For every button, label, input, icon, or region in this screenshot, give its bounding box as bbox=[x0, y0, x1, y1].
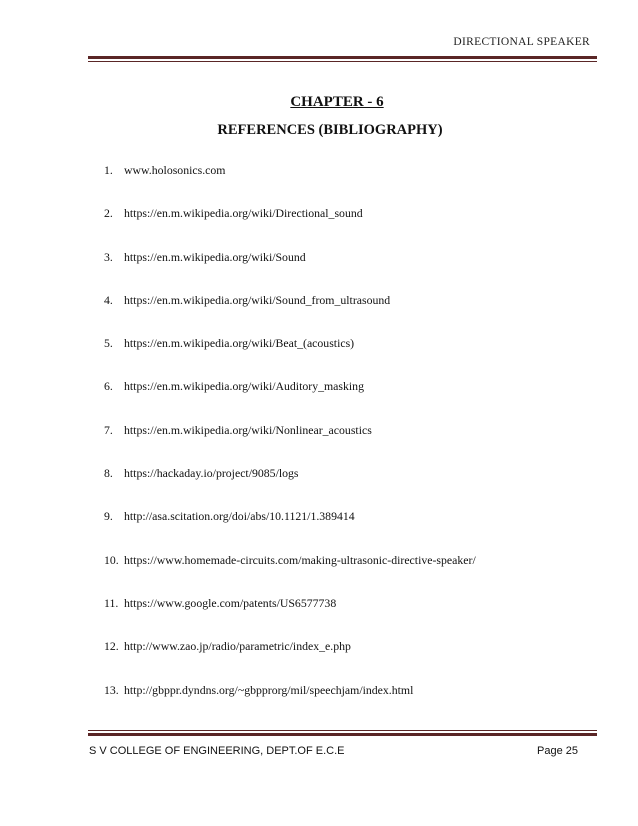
reference-item bbox=[104, 203, 476, 246]
reference-number: 11. bbox=[104, 595, 119, 610]
reference-item bbox=[104, 333, 476, 376]
footer-rule-thick bbox=[88, 733, 597, 736]
reference-link[interactable]: https://en.m.wikipedia.org/wiki/Directional_sound bbox=[124, 206, 363, 221]
chapter-heading bbox=[0, 94, 638, 111]
reference-number: 12. bbox=[104, 639, 119, 654]
reference-item bbox=[104, 463, 476, 506]
reference-link[interactable]: http://www.zao.jp/radio/parametric/index_e.php bbox=[124, 639, 351, 654]
section-title-text: REFERENCES (BIBLIOGRAPHY) bbox=[217, 122, 443, 138]
reference-item bbox=[104, 593, 476, 636]
section-title bbox=[0, 122, 638, 139]
reference-item bbox=[104, 290, 476, 333]
reference-number: 1. bbox=[104, 163, 113, 177]
reference-number: 13. bbox=[104, 682, 119, 697]
footer-rule-thin bbox=[88, 730, 597, 731]
reference-number: 5. bbox=[104, 336, 113, 351]
header-rule-thick bbox=[88, 56, 597, 59]
reference-link[interactable]: https://www.homemade-circuits.com/making-ultrasonic-directive-speaker/ bbox=[124, 552, 476, 567]
footer-institution: S V COLLEGE OF ENGINEERING, DEPT.OF E.C.E bbox=[89, 745, 345, 757]
reference-link[interactable]: https://en.m.wikipedia.org/wiki/Auditory_masking bbox=[124, 379, 364, 394]
reference-link[interactable]: https://hackaday.io/project/9085/logs bbox=[124, 466, 299, 481]
reference-item bbox=[104, 680, 476, 723]
reference-item bbox=[104, 420, 476, 463]
reference-item bbox=[104, 160, 476, 203]
reference-item bbox=[104, 550, 476, 593]
reference-link[interactable]: http://gbppr.dyndns.org/~gbpprorg/mil/speechjam/index.html bbox=[124, 682, 414, 697]
reference-link[interactable]: https://en.m.wikipedia.org/wiki/Nonlinear_acoustics bbox=[124, 422, 372, 437]
reference-link[interactable]: https://www.google.com/patents/US6577738 bbox=[124, 595, 337, 610]
reference-item bbox=[104, 506, 476, 549]
chapter-heading-text: CHAPTER - 6 bbox=[290, 94, 384, 110]
reference-list bbox=[104, 160, 476, 723]
running-header: DIRECTIONAL SPEAKER bbox=[453, 36, 590, 48]
reference-link[interactable]: https://en.m.wikipedia.org/wiki/Beat_(acoustics) bbox=[124, 336, 355, 351]
reference-number: 4. bbox=[104, 292, 113, 307]
reference-number: 9. bbox=[104, 509, 113, 524]
reference-number: 7. bbox=[104, 422, 113, 437]
reference-number: 10. bbox=[104, 552, 119, 567]
reference-link[interactable]: www.holosonics.com bbox=[124, 163, 226, 177]
reference-number: 8. bbox=[104, 466, 113, 481]
page-number: Page 25 bbox=[537, 745, 578, 757]
header-rule-thin bbox=[88, 61, 597, 62]
reference-link[interactable]: http://asa.scitation.org/doi/abs/10.1121/1.389414 bbox=[124, 509, 355, 524]
reference-number: 3. bbox=[104, 249, 113, 264]
reference-item bbox=[104, 247, 476, 290]
reference-item bbox=[104, 376, 476, 419]
reference-number: 2. bbox=[104, 206, 113, 221]
reference-link[interactable]: https://en.m.wikipedia.org/wiki/Sound bbox=[124, 249, 306, 264]
reference-item bbox=[104, 636, 476, 679]
reference-link[interactable]: https://en.m.wikipedia.org/wiki/Sound_from_ultrasound bbox=[124, 292, 391, 307]
reference-number: 6. bbox=[104, 379, 113, 394]
